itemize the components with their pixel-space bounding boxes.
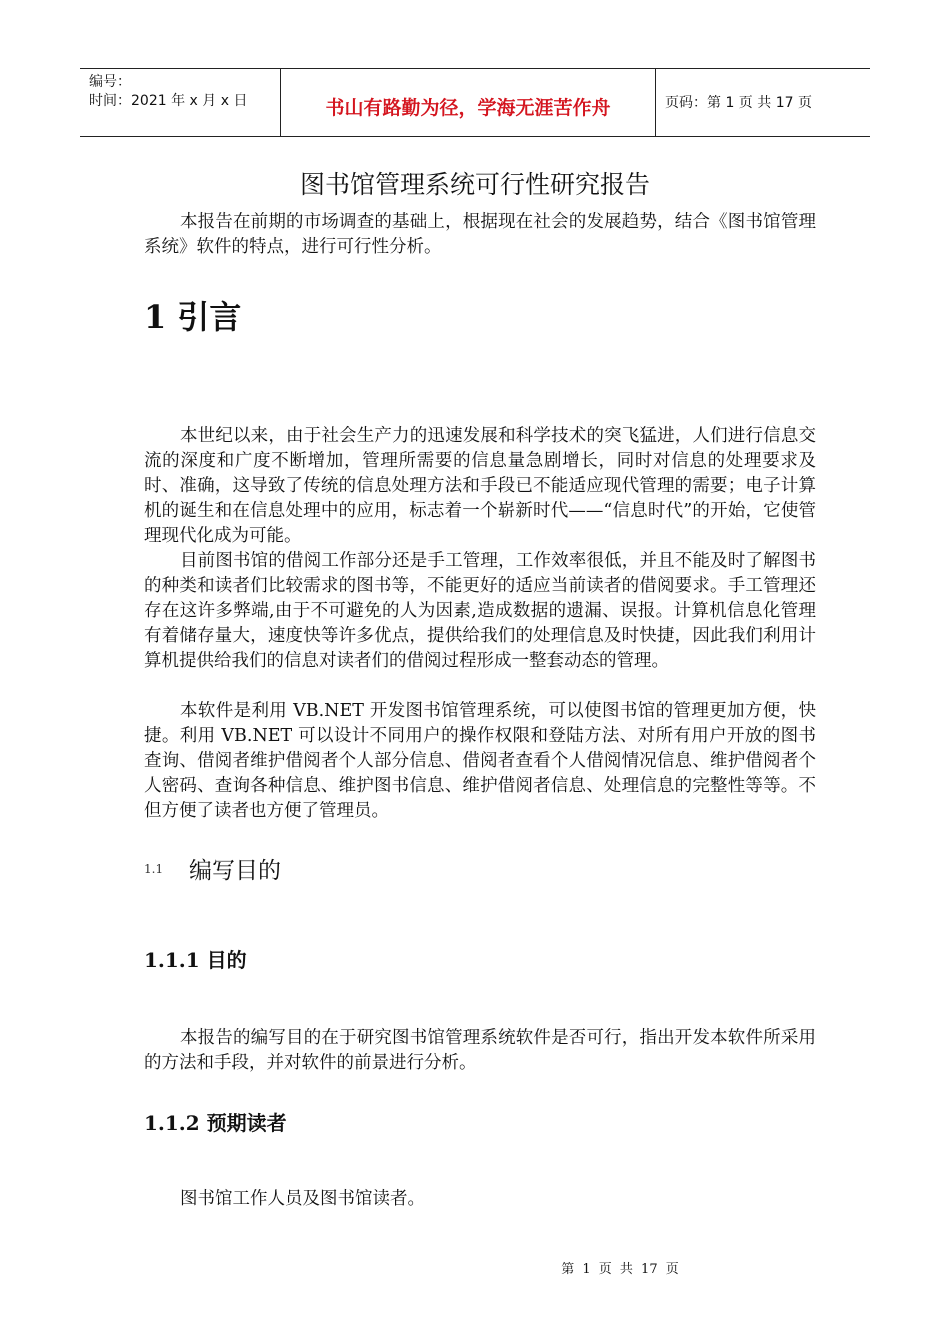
date-label: 时间：2021 年 x 月 x 日 bbox=[89, 93, 248, 109]
section-1-paragraph-1: 本世纪以来，由于社会生产力的迅速发展和科学技术的突飞猛进，人们进行信息交流的深度和广度不断增加，管理所需要的信息量急剧增长，同时对信息的处理要求及时、准确，这导致了传统的信息处理方法和手段已不能适应现代管理的需要；电子计算机的诞生和在信息处理中的应用，标志着一个崭新时代——“信息时代”的开始，它使管理现代化成为可能。 bbox=[144, 426, 816, 546]
section-1-paragraph-2: 目前图书馆的借阅工作部分还是手工管理，工作效率很低，并且不能及时了解图书的种类和读者们比较需求的图书等，不能更好的适应当前读者的借阅要求。手工管理还存在这许多弊端,由于不可避免的人为因素,造成数据的遗漏、误报。计算机信息化管理有着储存量大，速度快等许多优点，提供给我们的处理信息及时快捷，因此我们利用计算机提供给我们的信息对读者们的借阅过程形成一整套动态的管理。 bbox=[144, 551, 816, 671]
header-right-cell bbox=[655, 69, 870, 136]
header-page-info: 页码：第 1 页 共 17 页 bbox=[665, 95, 812, 111]
header-center-cell bbox=[280, 69, 656, 136]
section-1-1-1-paragraph: 本报告的编写目的在于研究图书馆管理系统软件是否可行，指出开发本软件所采用的方法和手段，并对软件的前景进行分析。 bbox=[144, 1028, 816, 1073]
section-1-1-2-heading: 1.1.2 预期读者 bbox=[144, 1111, 287, 1135]
document-title: 图书馆管理系统可行性研究报告 bbox=[299, 170, 650, 199]
section-1-heading: 1 引言 bbox=[144, 298, 242, 336]
header-table bbox=[80, 68, 870, 137]
header-motto: 书山有路勤为径，学海无涯苦作舟 bbox=[325, 97, 611, 119]
section-1-1-1-heading: 1.1.1 目的 bbox=[144, 948, 247, 972]
page-footer: 第 1 页 共 17 页 bbox=[561, 1262, 679, 1277]
serial-number-label: 编号： bbox=[89, 74, 131, 90]
intro-paragraph: 本报告在前期的市场调查的基础上，根据现在社会的发展趋势，结合《图书馆管理系统》软件的特点，进行可行性分析。 bbox=[144, 212, 816, 257]
header-left-cell bbox=[80, 69, 280, 136]
section-1-1-2-paragraph: 图书馆工作人员及图书馆读者。 bbox=[180, 1189, 425, 1209]
section-1-paragraph-3: 本软件是利用 VB.NET 开发图书馆管理系统，可以使图书馆的管理更加方便，快捷。利用 VB.NET 可以设计不同用户的操作权限和登陆方法、对所有用户开放的图书查询、借阅者维护借阅者个人部分信息、借阅者查看个人借阅情况信息、维护借阅者个人密码、查询各种信息、维护图书信息、维护借阅者信息、处理信息的完整性等等。不但方便了读者也方便了管理员。 bbox=[144, 701, 816, 821]
section-1-1-number: 1.1 bbox=[144, 862, 164, 876]
section-1-1-heading: 编写目的 bbox=[189, 858, 281, 884]
